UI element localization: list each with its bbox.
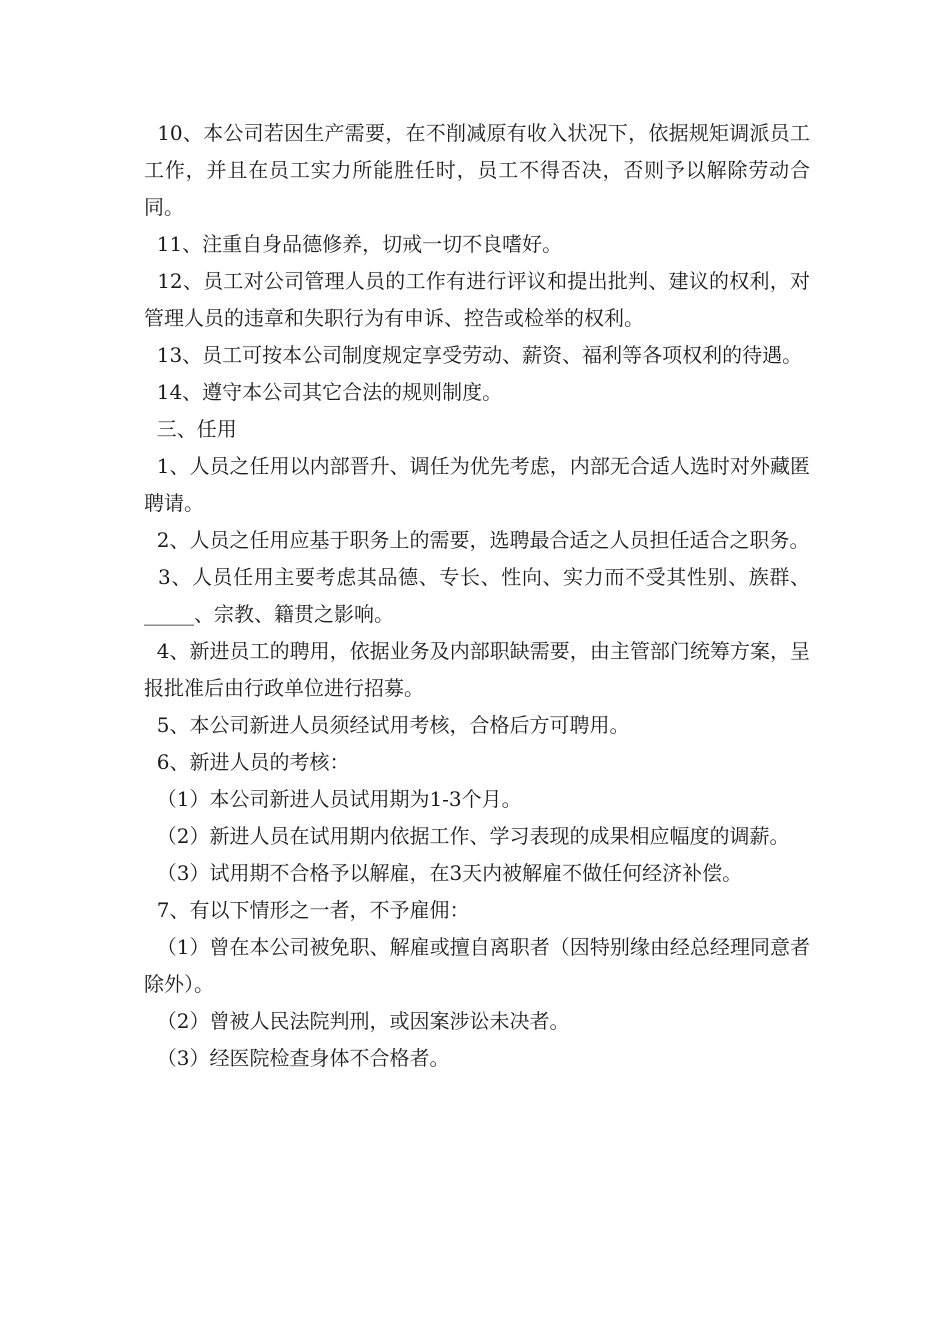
paragraph-10: 10、本公司若因生产需要，在不削减原有收入状况下，依据规矩调派员工工作，并且在员工实力所能胜任时，员工不得否决，否则予以解除劳动合同。 <box>144 121 811 219</box>
appointment-item-6: 6、新进人员的考核： <box>144 750 350 774</box>
paragraph-12: 12、员工对公司管理人员的工作有进行评议和提出批判、建议的权利，对管理人员的违章和失职行为有申诉、控告或检举的权利。 <box>144 269 811 330</box>
exclusion-subitem-2: （2）曾被人民法院判刑，或因案涉讼未决者。 <box>144 1009 570 1033</box>
section-heading-appointment: 三、任用 <box>144 417 237 441</box>
assessment-subitem-2: （2）新进人员在试用期内依据工作、学习表现的成果相应幅度的调薪。 <box>144 824 790 848</box>
document-body <box>144 115 810 1077</box>
exclusion-subitem-3: （3）经医院检查身体不合格者。 <box>144 1046 450 1070</box>
appointment-item-5: 5、本公司新进人员须经试用考核，合格后方可聘用。 <box>144 713 630 737</box>
paragraph-14: 14、遵守本公司其它合法的规则制度。 <box>144 380 503 404</box>
appointment-item-4: 4、新进员工的聘用，依据业务及内部职缺需要，由主管部门统筹方案，呈报批准后由行政单位进行招募。 <box>144 639 810 700</box>
exclusion-subitem-1: （1）曾在本公司被免职、解雇或擅自离职者（因特别缘由经总经理同意者除外）。 <box>144 935 810 996</box>
appointment-item-2: 2、人员之任用应基于职务上的需要，选聘最合适之人员担任适合之职务。 <box>144 528 810 552</box>
appointment-item-3: 3、人员任用主要考虑其品德、专长、性向、实力而不受其性别、族群、_____、宗教、籍贯之影响。 <box>144 565 810 626</box>
paragraph-13: 13、员工可按本公司制度规定享受劳动、薪资、福利等各项权利的待遇。 <box>144 343 803 367</box>
appointment-item-7: 7、有以下情形之一者，不予雇佣： <box>144 898 470 922</box>
assessment-subitem-1: （1）本公司新进人员试用期为1-3个月。 <box>144 787 522 811</box>
paragraph-11: 11、注重自身品德修养，切戒一切不良嗜好。 <box>144 232 563 256</box>
appointment-item-1: 1、人员之任用以内部晋升、调任为优先考虑，内部无合适人选时对外藏匿聘请。 <box>144 454 810 515</box>
assessment-subitem-3: （3）试用期不合格予以解雇，在3天内被解雇不做任何经济补偿。 <box>144 861 743 885</box>
